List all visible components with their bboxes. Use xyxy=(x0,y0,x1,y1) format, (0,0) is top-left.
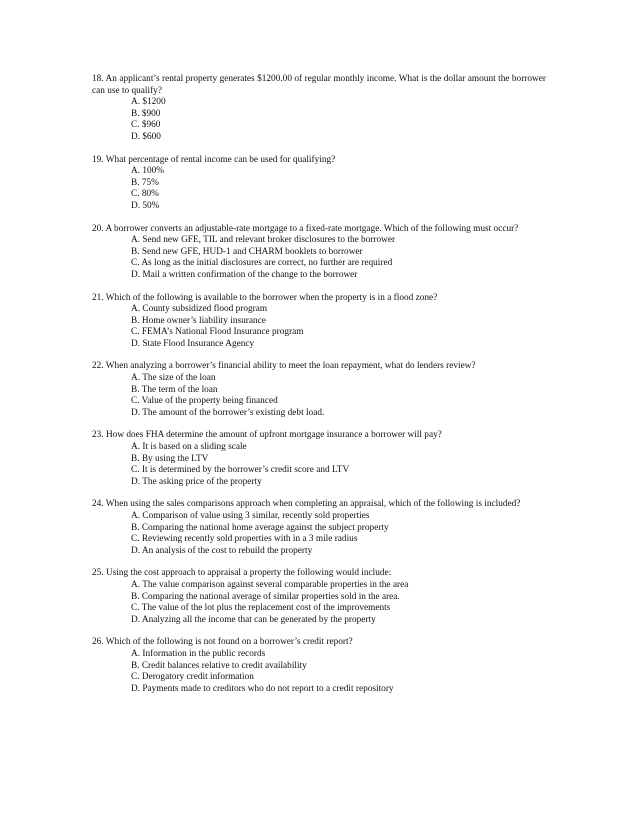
answer-option: C. $960 xyxy=(131,120,161,131)
answer-option: C. As long as the initial disclosures are correct, no further are required xyxy=(131,258,393,269)
answer-option: A. 100% xyxy=(131,166,165,177)
answer-option: B. 75% xyxy=(131,177,159,188)
question-22 xyxy=(92,361,546,419)
answer-option: B. The term of the loan xyxy=(131,384,218,395)
answer-option: D. Payments made to creditors who do not report to a credit repository xyxy=(131,683,394,694)
question-text xyxy=(92,224,546,236)
answer-options xyxy=(92,235,546,281)
answer-option: D. $600 xyxy=(131,131,161,142)
question-body: An applicant’s rental property generates $1200.00 of regular monthly income. What is the dollar amount the borrower can use to qualify? xyxy=(92,74,546,96)
answer-option: A. It is based on a sliding scale xyxy=(131,442,247,453)
question-number: 23. xyxy=(92,430,104,441)
answer-option: B. Home owner’s liability insurance xyxy=(131,315,266,326)
question-20 xyxy=(92,224,546,282)
answer-options xyxy=(92,373,546,419)
answer-option: A. The value comparison against several comparable properties in the area xyxy=(131,579,409,590)
answer-option: C. The value of the lot plus the replacement cost of the improvements xyxy=(131,603,391,614)
answer-option: C. 80% xyxy=(131,189,159,200)
question-23 xyxy=(92,430,546,488)
answer-option: B. Send new GFE, HUD-1 and CHARM booklets to borrower xyxy=(131,246,363,257)
answer-options xyxy=(92,580,546,626)
question-number: 22. xyxy=(92,361,104,372)
question-body: Using the cost approach to appraisal a property the following would include: xyxy=(105,568,392,579)
question-21 xyxy=(92,293,546,351)
answer-option: B. Comparing the national average of similar properties sold in the area. xyxy=(131,591,400,602)
quiz-page xyxy=(92,74,546,706)
question-text xyxy=(92,430,546,442)
question-text xyxy=(92,293,546,305)
answer-option: D. The asking price of the property xyxy=(131,476,262,487)
answer-option: A. Information in the public records xyxy=(131,648,266,659)
question-body: How does FHA determine the amount of upfront mortgage insurance a borrower will pay? xyxy=(105,430,442,441)
answer-option: A. County subsidized flood program xyxy=(131,304,268,315)
question-body: A borrower converts an adjustable-rate mortgage to a fixed-rate mortgage. Which of the following must occur? xyxy=(105,223,519,234)
question-text xyxy=(92,74,546,97)
question-25 xyxy=(92,568,546,626)
answer-options xyxy=(92,97,546,143)
answer-option: D. Analyzing all the income that can be generated by the property xyxy=(131,614,376,625)
question-number: 26. xyxy=(92,637,104,648)
answer-option: C. Value of the property being financed xyxy=(131,396,278,407)
question-number: 20. xyxy=(92,223,104,234)
question-text xyxy=(92,155,546,167)
question-number: 24. xyxy=(92,499,104,510)
question-text xyxy=(92,637,546,649)
question-18 xyxy=(92,74,546,144)
answer-option: A. Send new GFE, TIL and relevant broker disclosures to the borrower xyxy=(131,235,396,246)
answer-options xyxy=(92,649,546,695)
answer-option: C. FEMA’s National Flood Insurance program xyxy=(131,327,304,338)
answer-option: A. Comparison of value using 3 similar, recently sold properties xyxy=(131,511,370,521)
question-body: When using the sales comparisons approach when completing an appraisal, which of the following is included? xyxy=(105,499,521,510)
answer-options xyxy=(92,442,546,488)
question-26 xyxy=(92,637,546,695)
question-text xyxy=(92,568,546,580)
answer-option: D. State Flood Insurance Agency xyxy=(131,338,255,349)
question-body: Which of the following is available to the borrower when the property is in a flood zone? xyxy=(105,292,438,303)
question-text xyxy=(92,499,546,511)
question-number: 18. xyxy=(92,74,104,84)
question-body: Which of the following is not found on a borrower’s credit report? xyxy=(105,637,353,648)
question-body: When analyzing a borrower’s financial ability to meet the loan repayment, what do lenders review? xyxy=(105,361,476,372)
question-19 xyxy=(92,155,546,213)
answer-options xyxy=(92,511,546,557)
answer-option: D. The amount of the borrower’s existing debt load. xyxy=(131,407,325,418)
answer-options xyxy=(92,304,546,350)
answer-option: D. An analysis of the cost to rebuild the property xyxy=(131,545,313,556)
answer-option: A. $1200 xyxy=(131,97,166,108)
answer-option: B. Comparing the national home average against the subject property xyxy=(131,522,389,533)
answer-options xyxy=(92,166,546,212)
question-body: What percentage of rental income can be used for qualifying? xyxy=(105,154,336,165)
answer-option: B. $900 xyxy=(131,108,161,119)
answer-option: A. The size of the loan xyxy=(131,373,216,384)
question-24 xyxy=(92,499,546,557)
answer-option: D. 50% xyxy=(131,200,160,211)
answer-option: D. Mail a written confirmation of the change to the borrower xyxy=(131,269,358,280)
answer-option: C. It is determined by the borrower’s credit score and LTV xyxy=(131,465,350,476)
answer-option: B. By using the LTV xyxy=(131,453,209,464)
question-number: 25. xyxy=(92,568,104,579)
question-text xyxy=(92,361,546,373)
answer-option: C. Reviewing recently sold properties with in a 3 mile radius xyxy=(131,534,358,545)
question-number: 19. xyxy=(92,154,104,165)
question-number: 21. xyxy=(92,292,104,303)
answer-option: C. Derogatory credit information xyxy=(131,672,254,683)
answer-option: B. Credit balances relative to credit availability xyxy=(131,660,307,671)
